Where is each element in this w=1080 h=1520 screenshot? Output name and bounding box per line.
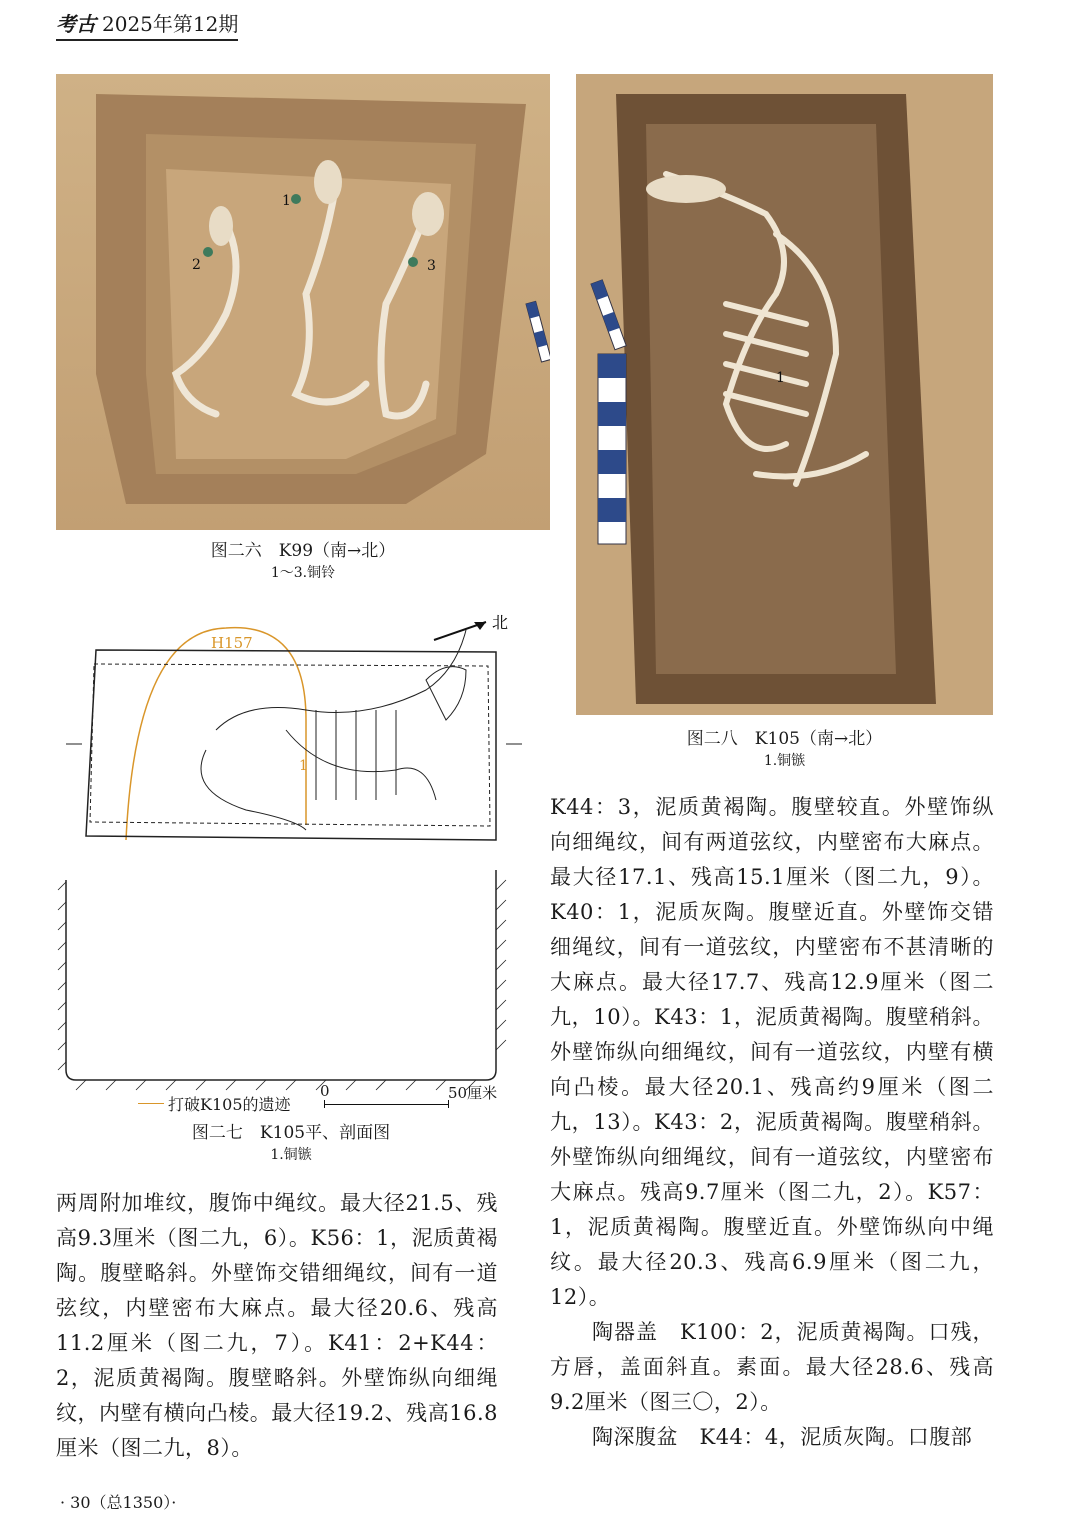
north-label: 北 [492, 613, 509, 632]
bell-label-1: 1 [282, 193, 291, 209]
journal-title: 考古 [56, 12, 96, 36]
left-text-column [56, 1186, 498, 1466]
figure27-caption: 图二七 K105平、剖面图 [191, 1123, 391, 1143]
arrowhead-label-1: 1 [776, 370, 785, 386]
arrowhead-drawing-label: 1 [299, 758, 308, 774]
legend-text: 打破K105的遗迹 [168, 1095, 291, 1114]
figure26-caption-block [56, 540, 550, 584]
figure26-subcaption: 1～3.铜铃 [270, 565, 336, 581]
figure27-caption-block [56, 1122, 526, 1166]
left-paragraph-1: 两周附加堆纹，腹饰中绳纹。最大径21.5、残高9.3厘米（图二九，6）。K56：1，泥质黄褐陶。腹壁略斜。外壁饰交错细绳纹，间有一道弦纹，内壁密布大麻点。最大径20.6、残高11.2厘米（图二九，7）。K41：2+K44：2，泥质黄褐陶。腹壁略斜。外壁饰纵向细绳纹，内壁有横向凸棱。最大径19.2、残高16.8厘米（图二九，8）。 [56, 1191, 498, 1460]
figure28-subcaption: 1.铜镞 [763, 753, 806, 769]
right-paragraph-3: 陶深腹盆 K44：4，泥质灰陶。口腹部 [592, 1425, 973, 1449]
running-header [56, 8, 238, 41]
right-paragraph-1: K44：3，泥质黄褐陶。腹壁较直。外壁饰纵向细绳纹，间有两道弦纹，内壁密布大麻点。最大径17.1、残高15.1厘米（图二九，9）。K40：1，泥质灰陶。腹壁近直。外壁饰交错细绳纹，间有一道弦纹，内壁密布不甚清晰的大麻点。最大径17.7、残高12.9厘米（图二九，10）。K43：1，泥质黄褐陶。腹壁稍斜。外壁饰纵向细绳纹，间有一道弦纹，内壁有横向凸棱。最大径20.1、残高约9厘米（图二九，13）。K43：2，泥质黄褐陶。腹壁稍斜。外壁饰纵向细绳纹，间有一道弦纹，内壁密布大麻点。残高9.7厘米（图二九，2）。K57：1，泥质黄褐陶。腹壁近直。外壁饰纵向中绳纹。最大径20.3、残高6.9厘米（图二九，12）。 [550, 795, 994, 1309]
scale-zero: 0 [320, 1082, 330, 1100]
figure27-subcaption: 1.铜镞 [270, 1147, 312, 1163]
figure28-caption: 图二八 K105（南→北） [686, 729, 883, 749]
figure28-caption-block [576, 728, 993, 772]
photo-k99-pit [56, 74, 550, 530]
issue-label: 2025年第12期 [102, 12, 239, 36]
scale-bar [320, 1082, 498, 1112]
scale-end: 50厘米 [448, 1084, 498, 1102]
figure27-drawing [56, 600, 526, 1120]
h157-label: H157 [211, 634, 253, 652]
bell-label-2: 2 [192, 257, 201, 273]
legend-line-swatch [138, 1103, 164, 1104]
right-text-column [550, 790, 994, 1455]
right-paragraph-2: 陶器盖 K100：2，泥质黄褐陶。口残，方唇，盖面斜直。素面。最大径28.6、残高9.2厘米（图三〇，2）。 [550, 1320, 994, 1414]
bell-label-3: 3 [427, 258, 436, 274]
photo-k105-pit [576, 74, 993, 715]
figure26-caption: 图二六 K99（南→北） [210, 541, 396, 561]
figure27-legend [138, 1092, 291, 1115]
page-number: · 30（总1350）· [60, 1493, 177, 1512]
